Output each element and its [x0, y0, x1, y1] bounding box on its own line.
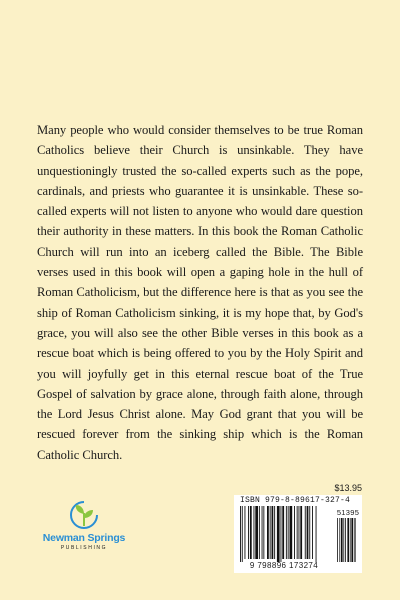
- sprout-circle-icon: [66, 500, 102, 530]
- price-label: $13.95: [334, 483, 362, 493]
- back-cover-blurb: Many people who would consider themselves to be true Roman Catholics believe their Church is unsinkable. They have unquestioningly trusted the so-called experts such as the pope, cardinals, and priests who guarantee it is unsinkable. These so-called experts will not listen to anyone who would dare question their authority in these matters. In this book the Roman Catholic Church will run into an iceberg called the Bible. The Bible verses used in this book will open a gaping hole in the hull of Roman Catholicism, but the difference here is that as you see the ship of Roman Catholicism sinking, it is my hope that, by God's grace, you will also see the other Bible verses in this book as a rescue boat which is being offered to you by the Holy Spirit and you will joyfully get in this eternal rescue boat of the True Gospel of salvation by grace alone, through faith alone, through the Lord Jesus Christ alone. May God grant that you will be rescued forever from the sinking ship which is the Roman Catholic Church.: [37, 123, 363, 462]
- publisher-logo: [38, 500, 130, 551]
- publisher-name: Newman Springs: [42, 532, 126, 544]
- price-supplement-digits: 51395: [336, 508, 360, 517]
- isbn-barcode: [234, 495, 362, 573]
- publisher-subtitle: PUBLISHING: [60, 545, 108, 551]
- ean-digits: 9 798896 173274: [249, 561, 319, 570]
- isbn-number: ISBN 979-8-89617-327-4: [240, 496, 351, 505]
